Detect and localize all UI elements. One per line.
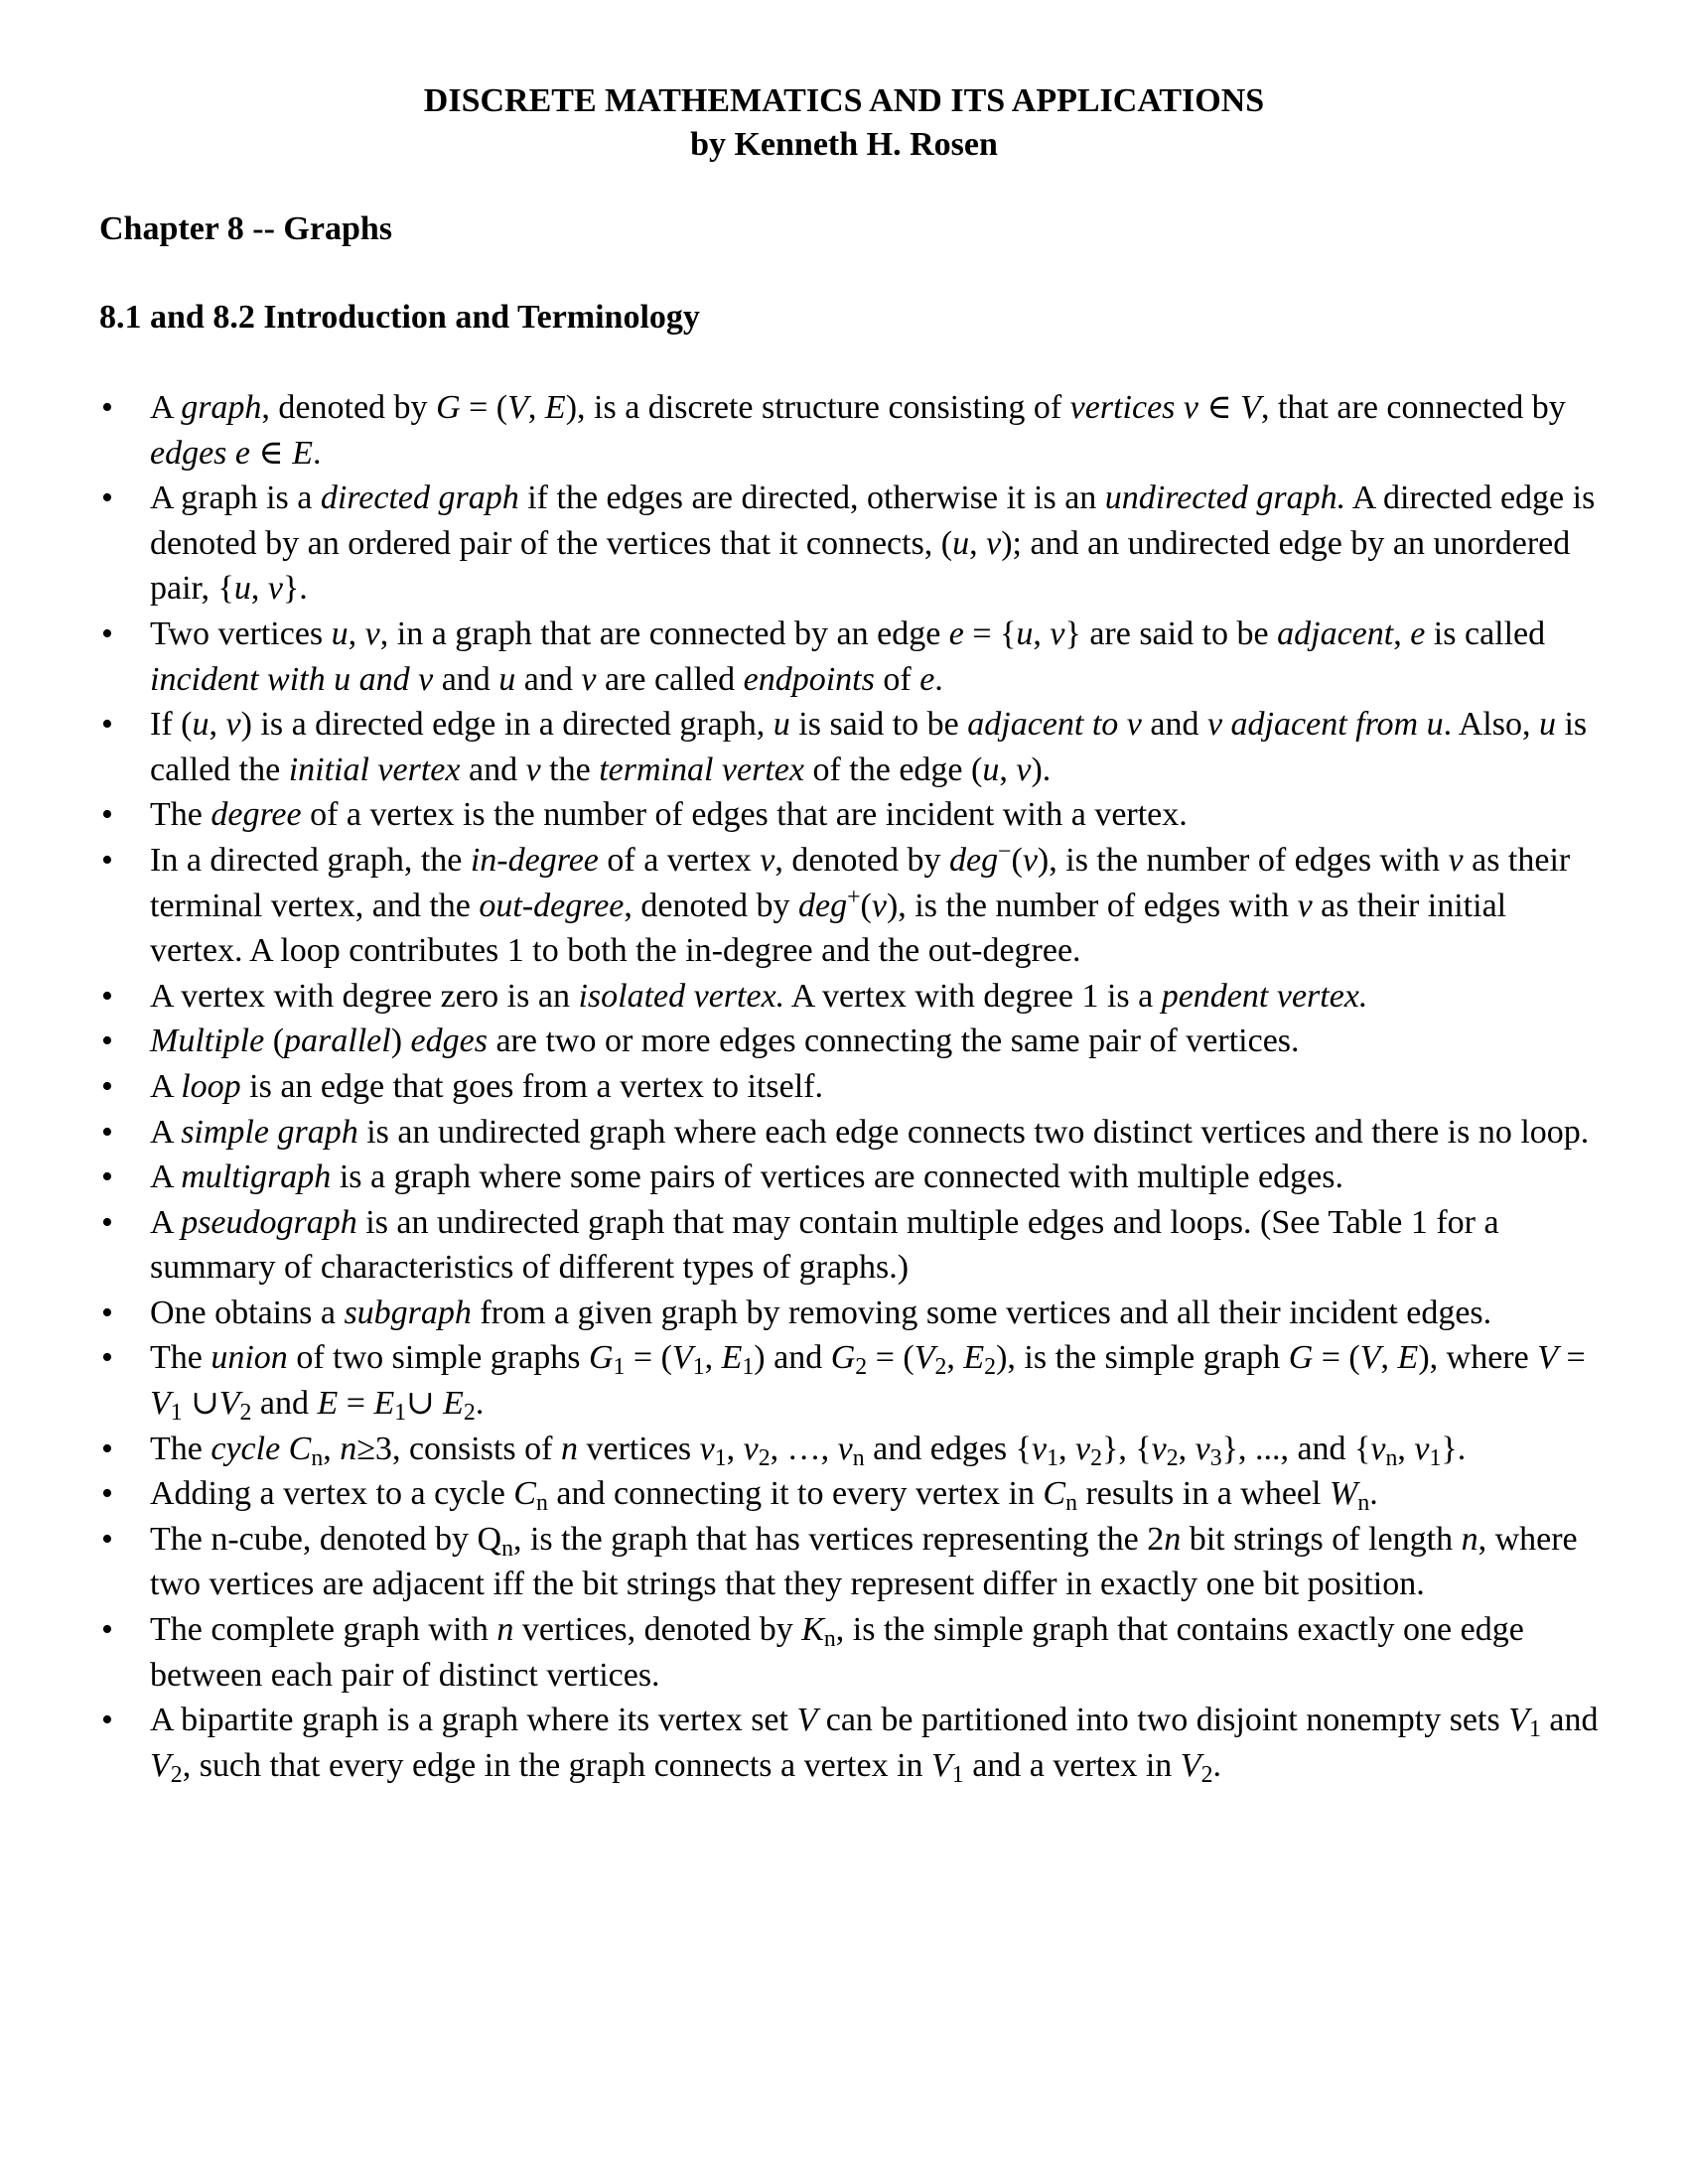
list-item xyxy=(99,385,1599,476)
item-text-segment: initial vertex xyxy=(288,751,461,788)
item-text-segment: if the edges are directed, otherwise it is an xyxy=(518,479,1105,517)
item-text-segment xyxy=(280,1431,289,1467)
item-text-segment: The xyxy=(150,796,211,834)
chapter-heading: Chapter 8 -- Graphs xyxy=(99,210,392,247)
item-text-segment: $G_1 = (V_1$, $E_1$) xyxy=(588,1339,766,1381)
item-text-segment: , xyxy=(1393,614,1411,652)
item-text-segment: V xyxy=(796,1702,818,1739)
item-text-segment: A xyxy=(150,1113,182,1151)
item-text-segment: are called xyxy=(596,660,744,698)
item-text-segment: $C_n$ xyxy=(513,1475,548,1517)
item-text-segment: $V_2$ xyxy=(150,1746,183,1788)
item-text-segment: $V_2$ xyxy=(1180,1746,1213,1788)
list-item xyxy=(99,1517,1599,1607)
list-item xyxy=(99,476,1599,612)
list-item xyxy=(99,1110,1599,1156)
item-text-segment: . xyxy=(1457,1430,1467,1467)
item-text-segment: multigraph xyxy=(181,1159,332,1196)
item-text-segment: out-degree xyxy=(479,887,625,924)
item-text-segment: The xyxy=(150,1339,211,1377)
item-text-segment: u, v xyxy=(233,570,283,608)
item-text-segment: , consists of xyxy=(391,1430,561,1467)
list-item xyxy=(99,1291,1599,1336)
item-text-segment: deg−(v) xyxy=(948,839,1050,879)
item-text-segment: , such that every edge in the graph connects a vertex in xyxy=(182,1746,932,1784)
item-text-segment: is said to be xyxy=(789,706,968,744)
section-heading: 8.1 and 8.2 Introduction and Terminology xyxy=(99,299,700,336)
item-text-segment: union xyxy=(211,1339,288,1377)
item-text-segment: vertices xyxy=(577,1430,700,1467)
item-text-segment: directed graph xyxy=(320,479,519,517)
item-text-segment: is a graph where some pairs of vertices are connected with multiple edges. xyxy=(331,1159,1343,1196)
item-text-segment: . xyxy=(312,434,322,472)
item-text-segment: and xyxy=(765,1339,831,1377)
item-text-segment: , is the graph that has vertices representing the xyxy=(512,1520,1148,1558)
item-text-segment: , is the simple graph xyxy=(1007,1339,1289,1377)
list-item xyxy=(99,838,1599,974)
bullet-icon: • xyxy=(101,977,113,1015)
bullet-icon: • xyxy=(101,1023,113,1060)
item-text-segment: A bipartite graph is a graph where its vertex set xyxy=(150,1702,797,1739)
item-text-segment: and a vertex in xyxy=(963,1746,1181,1784)
list-item xyxy=(99,1200,1599,1291)
item-text-segment: are two or more edges connecting the same pair of vertices. xyxy=(487,1023,1300,1060)
item-text-segment: $v_1$, $v_2$, …, $v_n$ xyxy=(699,1430,865,1471)
item-text-segment: One obtains a xyxy=(150,1294,345,1331)
item-text-segment: can be partitioned into two disjoint nonempty sets xyxy=(817,1702,1509,1739)
list-item xyxy=(99,1427,1599,1472)
item-text-segment: vertices v ∈ V xyxy=(1069,389,1261,426)
item-text-segment: u, v xyxy=(192,706,241,744)
item-text-segment: and xyxy=(460,751,526,788)
item-text-segment: . Also, xyxy=(1443,706,1539,744)
item-text-segment: are said to be xyxy=(1080,614,1278,652)
book-title: DISCRETE MATHEMATICS AND ITS APPLICATIONS xyxy=(423,82,1265,119)
book-author: by Kenneth H. Rosen xyxy=(690,126,998,163)
item-text-segment: u, v xyxy=(982,751,1032,788)
item-text-segment: the xyxy=(540,751,600,788)
item-text-segment: as their terminal vertex, and the xyxy=(150,841,1571,924)
list-item xyxy=(99,702,1599,792)
item-text-segment: undirected graph. xyxy=(1104,479,1346,517)
item-text-segment: G = (V, E) xyxy=(436,389,578,426)
bullet-icon: • xyxy=(101,614,113,652)
bullet-icon: • xyxy=(101,1159,113,1196)
item-text-segment: isolated vertex. xyxy=(578,977,785,1015)
item-text-segment: , is the number of edges with xyxy=(1049,841,1449,879)
item-text-segment: $W_n$ xyxy=(1329,1475,1370,1517)
item-text-segment: v xyxy=(760,841,775,879)
item-text-segment: n xyxy=(1461,1520,1478,1558)
item-text-segment: $G_2 = (V_2$, $E_2$) xyxy=(830,1339,1008,1381)
item-text-segment: of the edge ( xyxy=(803,751,983,788)
item-text-segment: In a directed graph, the xyxy=(150,841,471,879)
item-text-segment: ) is a directed edge in a directed graph, xyxy=(240,706,774,744)
item-text-segment: G = (V, E) xyxy=(1288,1339,1430,1377)
item-text-segment: is an undirected graph where each edge connects two distinct vertices and there is no loop. xyxy=(357,1113,1590,1151)
item-text-segment: , where two vertices are adjacent iff the bit strings that they represent differ in exactly one bit position. xyxy=(150,1520,1578,1603)
item-text-segment: . xyxy=(1369,1475,1378,1513)
item-text-segment: A directed edge is denoted by an ordered pair of the vertices that it connects, ( xyxy=(150,479,1596,562)
item-text-segment: subgraph xyxy=(344,1294,472,1331)
item-text-segment: and xyxy=(1141,706,1207,744)
item-text-segment: simple graph xyxy=(181,1113,358,1151)
item-text-segment: Adding a vertex to a cycle xyxy=(150,1475,514,1513)
item-text-segment: incident with u and v xyxy=(150,660,434,698)
item-text-segment: $C_n$ xyxy=(288,1430,324,1471)
item-text-segment: $V = V_1$ $\cup V_2$ xyxy=(150,1339,1586,1426)
bullet-icon: • xyxy=(101,841,113,879)
item-text-segment: , where xyxy=(1429,1339,1538,1377)
bullet-icon: • xyxy=(101,706,113,744)
item-text-segment: vertices, denoted by xyxy=(513,1611,802,1649)
item-text-segment: , that are connected by xyxy=(1260,389,1566,426)
item-text-segment: A xyxy=(150,1067,182,1105)
item-text-segment: , denoted by xyxy=(774,841,949,879)
terminology-list xyxy=(99,385,1599,1788)
item-text-segment: , is the simple graph that contains exactly one edge between each pair of distinct vertices. xyxy=(150,1611,1524,1694)
item-text-segment: $K_n$ xyxy=(801,1611,836,1652)
item-text-segment: , denoted by xyxy=(624,887,799,924)
item-text-segment: v xyxy=(581,660,597,698)
list-item xyxy=(99,974,1599,1020)
item-text-segment: of a vertex is the number of edges that are incident with a vertex. xyxy=(301,796,1188,834)
item-text-segment: and xyxy=(251,1385,318,1423)
item-text-segment: and xyxy=(1540,1702,1599,1739)
item-text-segment: is called xyxy=(1425,614,1546,652)
list-item xyxy=(99,1607,1599,1698)
item-text-segment: , denoted by xyxy=(261,389,437,426)
bullet-icon: • xyxy=(101,796,113,834)
item-text-segment: A xyxy=(150,389,182,426)
item-text-segment: , is the number of edges with xyxy=(898,887,1298,924)
item-text-segment: $E = E_1\cup$ $E_2$ xyxy=(317,1385,476,1426)
item-text-segment: is called the xyxy=(150,706,1588,788)
item-text-segment: is an edge that goes from a vertex to itself. xyxy=(240,1067,823,1105)
item-text-segment: . xyxy=(475,1385,485,1423)
item-text-segment: n≥3 xyxy=(340,1430,392,1467)
item-text-segment: 2n xyxy=(1147,1520,1182,1558)
item-text-segment: terminal vertex xyxy=(599,751,804,788)
bullet-icon: • xyxy=(101,1430,113,1467)
item-text-segment: $V_1$ xyxy=(931,1746,964,1788)
item-text-segment: deg+(v) xyxy=(798,884,899,924)
list-item xyxy=(99,1335,1599,1426)
item-text-segment: n xyxy=(496,1611,514,1649)
bullet-icon: • xyxy=(101,389,113,426)
list-item xyxy=(99,792,1599,838)
bullet-icon: • xyxy=(101,1339,113,1377)
item-text-segment: If ( xyxy=(150,706,193,744)
item-text-segment: adjacent xyxy=(1277,614,1394,652)
item-text-segment: The n-cube, denoted by xyxy=(150,1520,478,1558)
item-text-segment: {$v_n$, $v_1$} xyxy=(1354,1430,1458,1471)
item-text-segment: v xyxy=(1297,887,1313,924)
item-text-segment: bit strings of length xyxy=(1181,1520,1462,1558)
item-text-segment: v xyxy=(1448,841,1464,879)
item-text-segment: adjacent to v xyxy=(967,706,1142,744)
item-text-segment: A graph is a xyxy=(150,479,321,517)
item-text-segment: A vertex with degree zero is an xyxy=(150,977,579,1015)
item-text-segment: v adjacent from u xyxy=(1206,706,1444,744)
item-text-segment: of two simple graphs xyxy=(287,1339,589,1377)
bullet-icon: • xyxy=(101,1611,113,1649)
item-text-segment: u xyxy=(1538,706,1556,744)
item-text-segment: , xyxy=(323,1430,341,1467)
item-text-segment: $V_1$ xyxy=(1508,1702,1541,1743)
item-text-segment: in-degree xyxy=(470,841,599,879)
item-text-segment: $Q_n$ xyxy=(477,1520,513,1562)
item-text-segment: pendent vertex. xyxy=(1161,977,1368,1015)
list-item xyxy=(99,1698,1599,1788)
item-text-segment: of xyxy=(874,660,920,698)
item-text-segment: cycle xyxy=(211,1430,281,1467)
item-text-segment: A vertex with degree 1 is a xyxy=(784,977,1162,1015)
item-text-segment: , is a discrete structure consisting of xyxy=(577,389,1070,426)
item-text-segment: . xyxy=(1212,1746,1221,1784)
list-item xyxy=(99,1019,1599,1064)
item-text-segment: v xyxy=(525,751,541,788)
item-text-segment: endpoints xyxy=(743,660,875,698)
bullet-icon: • xyxy=(101,1203,113,1241)
list-item xyxy=(99,1155,1599,1200)
list-item xyxy=(99,1471,1599,1517)
bullet-icon: • xyxy=(101,1475,113,1513)
bullet-icon: • xyxy=(101,1067,113,1105)
item-text-segment: from a given graph by removing some vertices and all their incident edges. xyxy=(471,1294,1492,1331)
item-text-segment: The xyxy=(150,1430,211,1467)
item-text-segment: {$v_1$, $v_2$}, {$v_2$, $v_3$} xyxy=(1015,1430,1238,1471)
bullet-icon: • xyxy=(101,1294,113,1331)
item-text-segment: and xyxy=(515,660,582,698)
item-text-segment: Multiple (parallel) edges xyxy=(150,1023,488,1060)
item-text-segment: u xyxy=(773,706,790,744)
item-text-segment: n xyxy=(560,1430,578,1467)
item-text-segment: and connecting it to every vertex in xyxy=(547,1475,1044,1513)
bullet-icon: • xyxy=(101,1113,113,1151)
item-text-segment: u, v xyxy=(331,614,380,652)
item-text-segment: . xyxy=(934,660,943,698)
item-text-segment: results in a wheel xyxy=(1076,1475,1330,1513)
item-text-segment: ). xyxy=(1031,751,1052,788)
item-text-segment: $C_n$ xyxy=(1043,1475,1077,1517)
item-text-segment: graph xyxy=(181,389,262,426)
item-text-segment: u, v xyxy=(952,524,1002,562)
item-text-segment: is an undirected graph that may contain multiple edges and loops. (See Table 1 for a summary of characteristics of different types of graphs.) xyxy=(150,1203,1499,1287)
item-text-segment: Two vertices xyxy=(150,614,332,652)
item-text-segment: e xyxy=(1410,614,1426,652)
item-text-segment: , ..., and xyxy=(1237,1430,1355,1467)
item-text-segment: A xyxy=(150,1203,182,1241)
list-item xyxy=(99,612,1599,702)
item-text-segment: as their initial vertex. A loop contributes 1 to both the in-degree and the out-degree. xyxy=(150,887,1507,970)
item-text-segment: u xyxy=(498,660,516,698)
item-text-segment: e xyxy=(919,660,935,698)
item-text-segment: , in a graph that are connected by an edge xyxy=(379,614,949,652)
item-text-segment: pseudograph xyxy=(181,1203,357,1241)
bullet-icon: • xyxy=(101,1520,113,1558)
item-text-segment: and edges xyxy=(864,1430,1016,1467)
list-item xyxy=(99,1064,1599,1110)
item-text-segment: }. xyxy=(282,570,308,608)
item-text-segment: e = {u, v} xyxy=(948,614,1081,652)
item-text-segment: loop xyxy=(181,1067,241,1105)
item-text-segment: ); and an undirected edge by an unordered pair, { xyxy=(150,524,1571,608)
item-text-segment: A xyxy=(150,1159,182,1196)
item-text-segment: of a vertex xyxy=(598,841,761,879)
item-text-segment: The complete graph with xyxy=(150,1611,497,1649)
item-text-segment: edges e ∈ E xyxy=(150,434,313,472)
item-text-segment: degree xyxy=(211,796,302,834)
item-text-segment: and xyxy=(433,660,499,698)
bullet-icon: • xyxy=(101,479,113,517)
bullet-icon: • xyxy=(101,1702,113,1739)
